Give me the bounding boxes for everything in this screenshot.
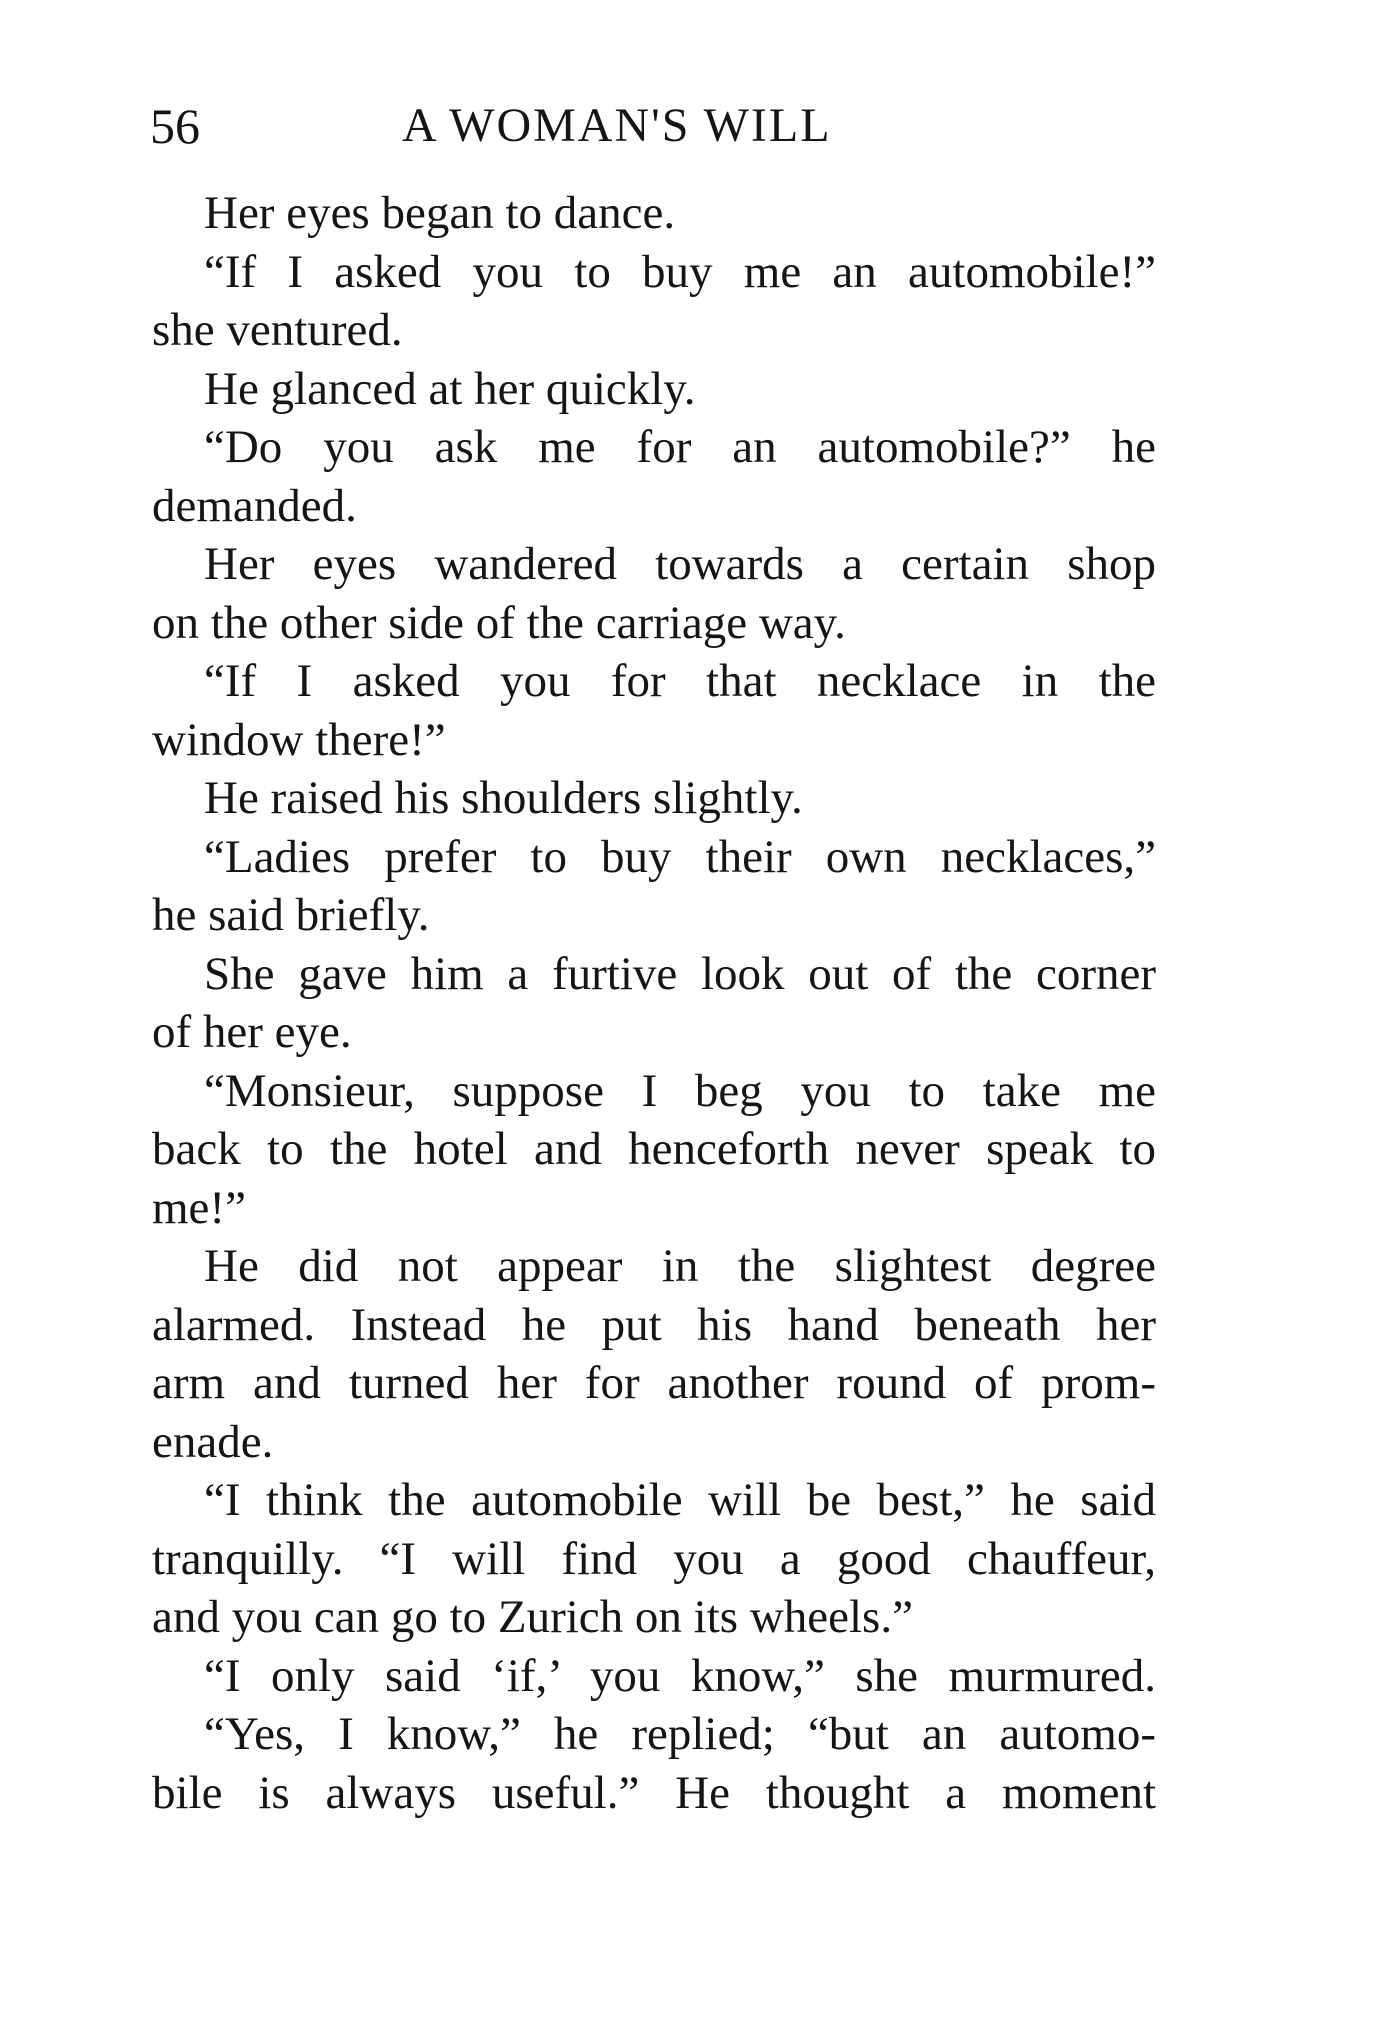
text-line: “If I asked you to buy me an automobile!” [204, 245, 1156, 298]
text-line: window there!” [152, 713, 446, 766]
text-line: and you can go to Zurich on its wheels.” [152, 1591, 913, 1643]
running-title: A WOMAN'S WILL [402, 99, 832, 152]
text-line: of her eye. [152, 1006, 352, 1058]
text-line: demanded. [152, 479, 357, 532]
text-line: “If I asked you for that necklace in the [204, 655, 1156, 707]
text-line: “I only said ‘if,’ you know,” she murmured. [204, 1649, 1156, 1702]
text-line: arm and turned her for another round of prom- [152, 1357, 1156, 1409]
text-line: Her eyes wandered towards a certain shop [204, 538, 1156, 590]
text-line: He raised his shoulders slightly. [204, 772, 803, 824]
text-line: “Yes, I know,” he replied; “but an automo- [204, 1708, 1156, 1760]
text-line: enade. [152, 1415, 274, 1468]
text-line: “Monsieur, suppose I beg you to take me [204, 1064, 1156, 1117]
text-line: She gave him a furtive look out of the corner [204, 947, 1156, 1000]
text-line: tranquilly. “I will find you a good chauffeur, [152, 1532, 1156, 1585]
text-line: me!” [152, 1181, 246, 1234]
text-line: “Do you ask me for an automobile?” he [204, 421, 1156, 473]
text-line: she ventured. [152, 304, 403, 356]
text-line: he said briefly. [152, 889, 430, 941]
text-line: alarmed. Instead he put his hand beneath her [152, 1298, 1156, 1351]
text-line: Her eyes began to dance. [204, 187, 676, 239]
text-line: “Ladies prefer to buy their own necklaces,” [204, 830, 1156, 883]
text-line: bile is always useful.” He thought a moment [152, 1766, 1156, 1819]
text-line: He did not appear in the slightest degree [204, 1240, 1156, 1292]
text-line: He glanced at her quickly. [204, 362, 696, 415]
running-head [150, 96, 1160, 156]
text-line: back to the hotel and henceforth never speak to [152, 1123, 1156, 1175]
text-line: “I think the automobile will be best,” he said [204, 1474, 1156, 1526]
page-number: 56 [150, 98, 200, 154]
body-text [152, 184, 1156, 1822]
text-line: on the other side of the carriage way. [152, 596, 846, 649]
